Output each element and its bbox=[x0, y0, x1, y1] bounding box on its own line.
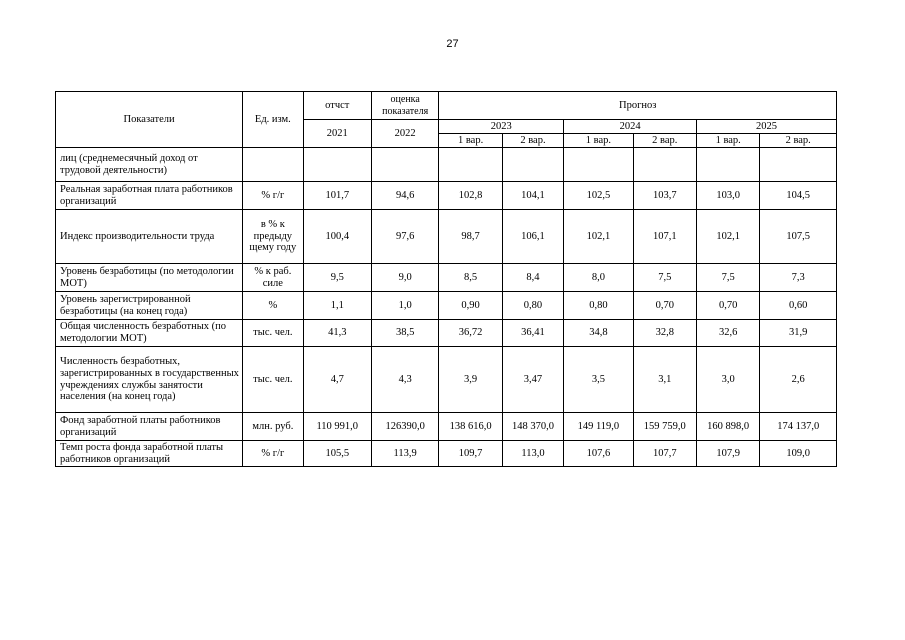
row-value: 1,1 bbox=[303, 292, 371, 320]
row-value: 9,5 bbox=[303, 264, 371, 292]
row-indicator: Общая численность безработных (по методологии МОТ) bbox=[56, 320, 243, 347]
row-value: 160 898,0 bbox=[696, 413, 759, 441]
row-value: 97,6 bbox=[371, 210, 438, 264]
row-value: 113,0 bbox=[502, 441, 563, 467]
row-value: 2,6 bbox=[760, 347, 837, 413]
table-row bbox=[56, 264, 837, 292]
row-value bbox=[502, 148, 563, 182]
row-indicator: лиц (среднемесячный доход от трудовой деятельности) bbox=[56, 148, 243, 182]
table-row bbox=[56, 320, 837, 347]
row-value: 126390,0 bbox=[371, 413, 438, 441]
row-indicator: Реальная заработная плата работников организаций bbox=[56, 182, 243, 210]
row-value: 8,0 bbox=[564, 264, 633, 292]
table-body bbox=[56, 148, 837, 467]
row-value: 0,80 bbox=[502, 292, 563, 320]
row-value: 104,1 bbox=[502, 182, 563, 210]
table-row bbox=[56, 210, 837, 264]
header-2024-var2: 2 вар. bbox=[633, 134, 696, 148]
row-value: 107,5 bbox=[760, 210, 837, 264]
row-value: 3,47 bbox=[502, 347, 563, 413]
row-indicator: Численность безработных, зарегистрированных в государственных учреждениях службы занятости населения (на конец года) bbox=[56, 347, 243, 413]
row-value: 36,72 bbox=[439, 320, 502, 347]
row-unit: % г/г bbox=[243, 182, 303, 210]
row-value: 102,8 bbox=[439, 182, 502, 210]
row-value: 4,3 bbox=[371, 347, 438, 413]
header-2025-var1: 1 вар. bbox=[696, 134, 759, 148]
row-value: 3,5 bbox=[564, 347, 633, 413]
row-value: 105,5 bbox=[303, 441, 371, 467]
row-indicator: Уровень зарегистрированной безработицы (на конец года) bbox=[56, 292, 243, 320]
row-value: 94,6 bbox=[371, 182, 438, 210]
table-row bbox=[56, 292, 837, 320]
table-row bbox=[56, 413, 837, 441]
row-value: 7,5 bbox=[696, 264, 759, 292]
row-value bbox=[633, 148, 696, 182]
header-2023-var2: 2 вар. bbox=[502, 134, 563, 148]
header-estimate: оценка показателя bbox=[371, 92, 438, 120]
row-value: 102,1 bbox=[564, 210, 633, 264]
header-2024-var1: 1 вар. bbox=[564, 134, 633, 148]
row-value: 0,60 bbox=[760, 292, 837, 320]
header-year-2024: 2024 bbox=[564, 120, 697, 134]
row-value: 149 119,0 bbox=[564, 413, 633, 441]
header-forecast: Прогноз bbox=[439, 92, 837, 120]
row-value: 32,6 bbox=[696, 320, 759, 347]
page-number: 27 bbox=[446, 38, 459, 50]
header-year-2021: 2021 bbox=[303, 120, 371, 148]
row-unit: % г/г bbox=[243, 441, 303, 467]
table-header bbox=[56, 92, 837, 148]
header-2023-var1: 1 вар. bbox=[439, 134, 502, 148]
header-year-2022: 2022 bbox=[371, 120, 438, 148]
row-value: 107,7 bbox=[633, 441, 696, 467]
row-value bbox=[303, 148, 371, 182]
row-value: 100,4 bbox=[303, 210, 371, 264]
row-value: 0,70 bbox=[696, 292, 759, 320]
row-value: 4,7 bbox=[303, 347, 371, 413]
row-value: 8,4 bbox=[502, 264, 563, 292]
row-value: 1,0 bbox=[371, 292, 438, 320]
row-unit: % bbox=[243, 292, 303, 320]
row-value: 107,1 bbox=[633, 210, 696, 264]
row-indicator: Индекс производительности труда bbox=[56, 210, 243, 264]
row-value: 159 759,0 bbox=[633, 413, 696, 441]
row-value: 0,80 bbox=[564, 292, 633, 320]
row-value: 113,9 bbox=[371, 441, 438, 467]
row-value bbox=[439, 148, 502, 182]
row-value: 102,5 bbox=[564, 182, 633, 210]
row-value: 7,5 bbox=[633, 264, 696, 292]
row-value: 102,1 bbox=[696, 210, 759, 264]
table-row bbox=[56, 347, 837, 413]
header-report: отчст bbox=[303, 92, 371, 120]
row-value bbox=[696, 148, 759, 182]
row-value: 107,6 bbox=[564, 441, 633, 467]
row-value: 101,7 bbox=[303, 182, 371, 210]
header-2025-var2: 2 вар. bbox=[760, 134, 837, 148]
header-unit: Ед. изм. bbox=[243, 92, 303, 148]
row-value: 0,70 bbox=[633, 292, 696, 320]
row-value: 104,5 bbox=[760, 182, 837, 210]
row-unit: тыс. чел. bbox=[243, 347, 303, 413]
row-value: 31,9 bbox=[760, 320, 837, 347]
row-value: 9,0 bbox=[371, 264, 438, 292]
row-unit: в % к предыду щему году bbox=[243, 210, 303, 264]
header-year-2025: 2025 bbox=[696, 120, 836, 134]
row-value: 109,7 bbox=[439, 441, 502, 467]
row-value: 110 991,0 bbox=[303, 413, 371, 441]
row-value: 3,1 bbox=[633, 347, 696, 413]
header-year-2023: 2023 bbox=[439, 120, 564, 134]
row-value: 109,0 bbox=[760, 441, 837, 467]
row-value: 36,41 bbox=[502, 320, 563, 347]
row-value: 103,0 bbox=[696, 182, 759, 210]
row-unit: млн. руб. bbox=[243, 413, 303, 441]
table-row bbox=[56, 148, 837, 182]
row-value: 38,5 bbox=[371, 320, 438, 347]
row-value bbox=[371, 148, 438, 182]
row-value: 7,3 bbox=[760, 264, 837, 292]
row-value: 148 370,0 bbox=[502, 413, 563, 441]
row-value bbox=[564, 148, 633, 182]
row-value: 3,9 bbox=[439, 347, 502, 413]
row-indicator: Темп роста фонда заработной платы работников организаций bbox=[56, 441, 243, 467]
table-row bbox=[56, 441, 837, 467]
row-value: 0,90 bbox=[439, 292, 502, 320]
forecast-table bbox=[55, 91, 837, 467]
row-indicator: Уровень безработицы (по методологии МОТ) bbox=[56, 264, 243, 292]
row-unit bbox=[243, 148, 303, 182]
row-unit: % к раб. силе bbox=[243, 264, 303, 292]
row-value: 103,7 bbox=[633, 182, 696, 210]
row-value: 41,3 bbox=[303, 320, 371, 347]
row-value: 32,8 bbox=[633, 320, 696, 347]
header-indicator: Показатели bbox=[56, 92, 243, 148]
table-row bbox=[56, 182, 837, 210]
row-value: 8,5 bbox=[439, 264, 502, 292]
row-value: 138 616,0 bbox=[439, 413, 502, 441]
row-value bbox=[760, 148, 837, 182]
row-value: 107,9 bbox=[696, 441, 759, 467]
row-value: 174 137,0 bbox=[760, 413, 837, 441]
row-value: 3,0 bbox=[696, 347, 759, 413]
row-unit: тыс. чел. bbox=[243, 320, 303, 347]
row-value: 106,1 bbox=[502, 210, 563, 264]
row-value: 98,7 bbox=[439, 210, 502, 264]
row-value: 34,8 bbox=[564, 320, 633, 347]
row-indicator: Фонд заработной платы работников организаций bbox=[56, 413, 243, 441]
